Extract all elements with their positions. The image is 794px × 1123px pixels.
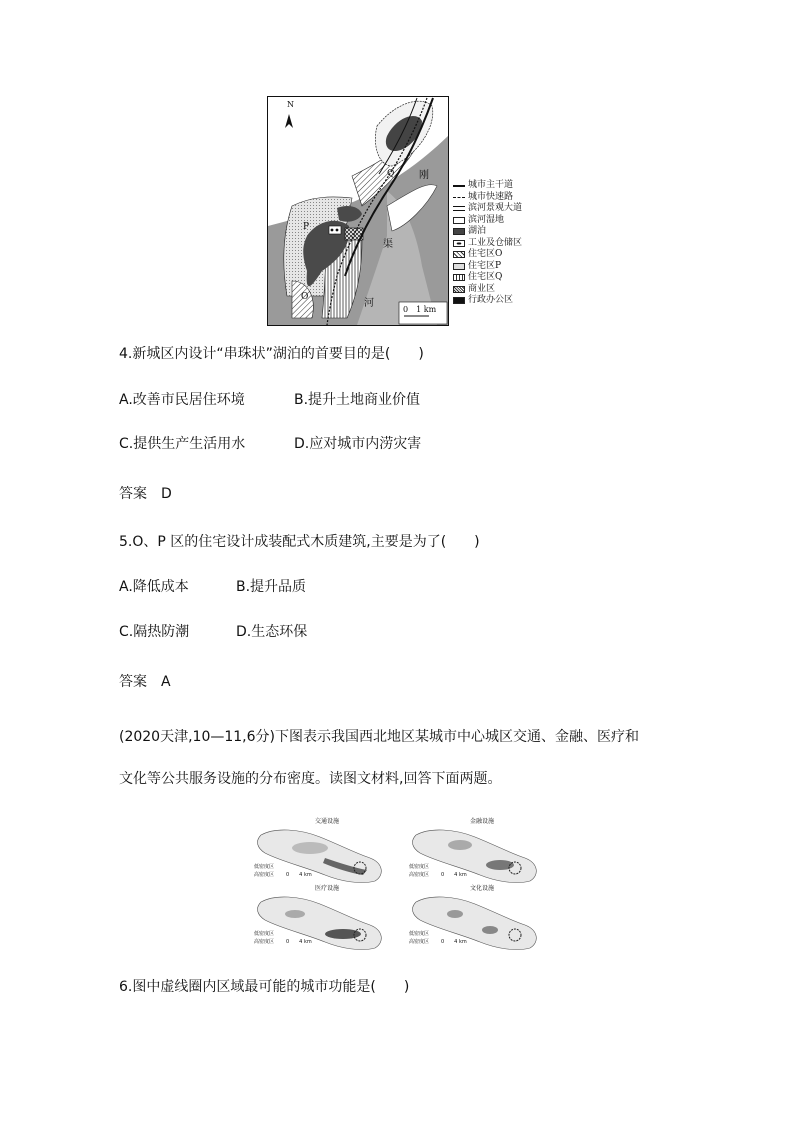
- legend-item: 城市主干道: [453, 180, 522, 192]
- q5-answer: 答案 A: [119, 674, 171, 690]
- label-p: P: [303, 222, 310, 232]
- residential-p-swatch: [453, 263, 465, 270]
- panel-title-culture: 文化设施: [470, 885, 495, 892]
- q5-option-d: D.生态环保: [236, 624, 308, 640]
- map-legend: [453, 180, 522, 307]
- panel-high-3: 高密度区: [409, 939, 430, 945]
- panel-title-medical: 医疗设施: [315, 885, 340, 892]
- legend-item: 城市快速路: [453, 192, 522, 204]
- lake-swatch: [453, 228, 465, 235]
- q5-option-b: B.提升品质: [236, 579, 307, 595]
- wetland-swatch: [453, 217, 465, 224]
- q4-options-row2: [119, 434, 421, 454]
- q4-option-a: A.改善市民居住环境: [119, 392, 245, 408]
- panel-scale-1: 0 4 km: [441, 872, 467, 878]
- intro-line-1: (2020天津,10—11,6分)下图表示我国西北地区某城市中心城区交通、金融、医疗和: [119, 729, 639, 745]
- q4-stem: 4.新城区内设计“串珠状”湖泊的首要目的是( ): [119, 346, 424, 362]
- q5-options-row2: [119, 622, 307, 642]
- legend-item: 滨河湿地: [453, 215, 522, 227]
- q4-answer: 答案 D: [119, 486, 172, 502]
- panel-low-2: 低密度区: [254, 931, 275, 937]
- label-he: 河: [364, 298, 374, 309]
- legend-item: 行政办公区: [453, 295, 522, 307]
- panel-scale-3: 0 4 km: [441, 939, 467, 945]
- panel-title-finance: 金融设施: [470, 818, 495, 825]
- q5-option-a: A.降低成本: [119, 579, 189, 595]
- legend-item: 住宅区O: [453, 249, 522, 261]
- panel-high-2: 高密度区: [254, 939, 275, 945]
- panel-low-1: 低密度区: [409, 864, 430, 870]
- panel-scale-0: 0 4 km: [286, 872, 312, 878]
- residential-o-swatch: [453, 251, 465, 258]
- q4-option-b: B.提升土地商业价值: [294, 392, 421, 408]
- riverside-avenue-swatch: [453, 206, 465, 211]
- q5-option-c: C.隔热防潮: [119, 624, 190, 640]
- facility-density-maps: [250, 815, 560, 955]
- legend-item: 湖泊: [453, 226, 522, 238]
- north-label: N: [287, 100, 294, 109]
- expressway-swatch: [453, 197, 465, 198]
- new-town-map-drawing: [267, 96, 449, 326]
- office-swatch: [453, 297, 465, 304]
- legend-item: 住宅区Q: [453, 272, 522, 284]
- panel-low-0: 低密度区: [254, 864, 275, 870]
- panel-low-3: 低密度区: [409, 931, 430, 937]
- legend-item: 商业区: [453, 284, 522, 296]
- intro-line-2: 文化等公共服务设施的分布密度。读图文材料,回答下面两题。: [119, 771, 502, 787]
- label-gang: 刚: [419, 170, 429, 181]
- legend-item: 工业及仓储区: [453, 238, 522, 250]
- new-town-map: [267, 96, 449, 326]
- density-maps-drawing: [250, 815, 560, 955]
- panel-scale-2: 0 4 km: [286, 939, 312, 945]
- residential-q-swatch: [453, 274, 465, 281]
- label-o: O: [301, 292, 309, 302]
- panel-title-traffic: 交通设施: [315, 818, 340, 825]
- scale-label: 0 1 km: [403, 305, 437, 314]
- panel-high-0: 高密度区: [254, 872, 275, 878]
- q4-option-c: C.提供生产生活用水: [119, 436, 246, 452]
- q4-options-row1: [119, 390, 420, 410]
- industrial-swatch: [453, 240, 465, 247]
- main-road-swatch: [453, 185, 465, 187]
- q5-options-row1: [119, 577, 306, 597]
- q6-stem: 6.图中虚线圈内区域最可能的城市功能是( ): [119, 979, 410, 995]
- q4-option-d: D.应对城市内涝灾害: [294, 436, 422, 452]
- panel-high-1: 高密度区: [409, 872, 430, 878]
- label-qu: 渠: [383, 239, 393, 250]
- legend-item: 滨河景观大道: [453, 203, 522, 215]
- legend-item: 住宅区P: [453, 261, 522, 273]
- commercial-swatch: [453, 286, 465, 293]
- label-q: Q: [387, 169, 395, 179]
- q5-stem: 5.O、P 区的住宅设计成装配式木质建筑,主要是为了( ): [119, 534, 480, 550]
